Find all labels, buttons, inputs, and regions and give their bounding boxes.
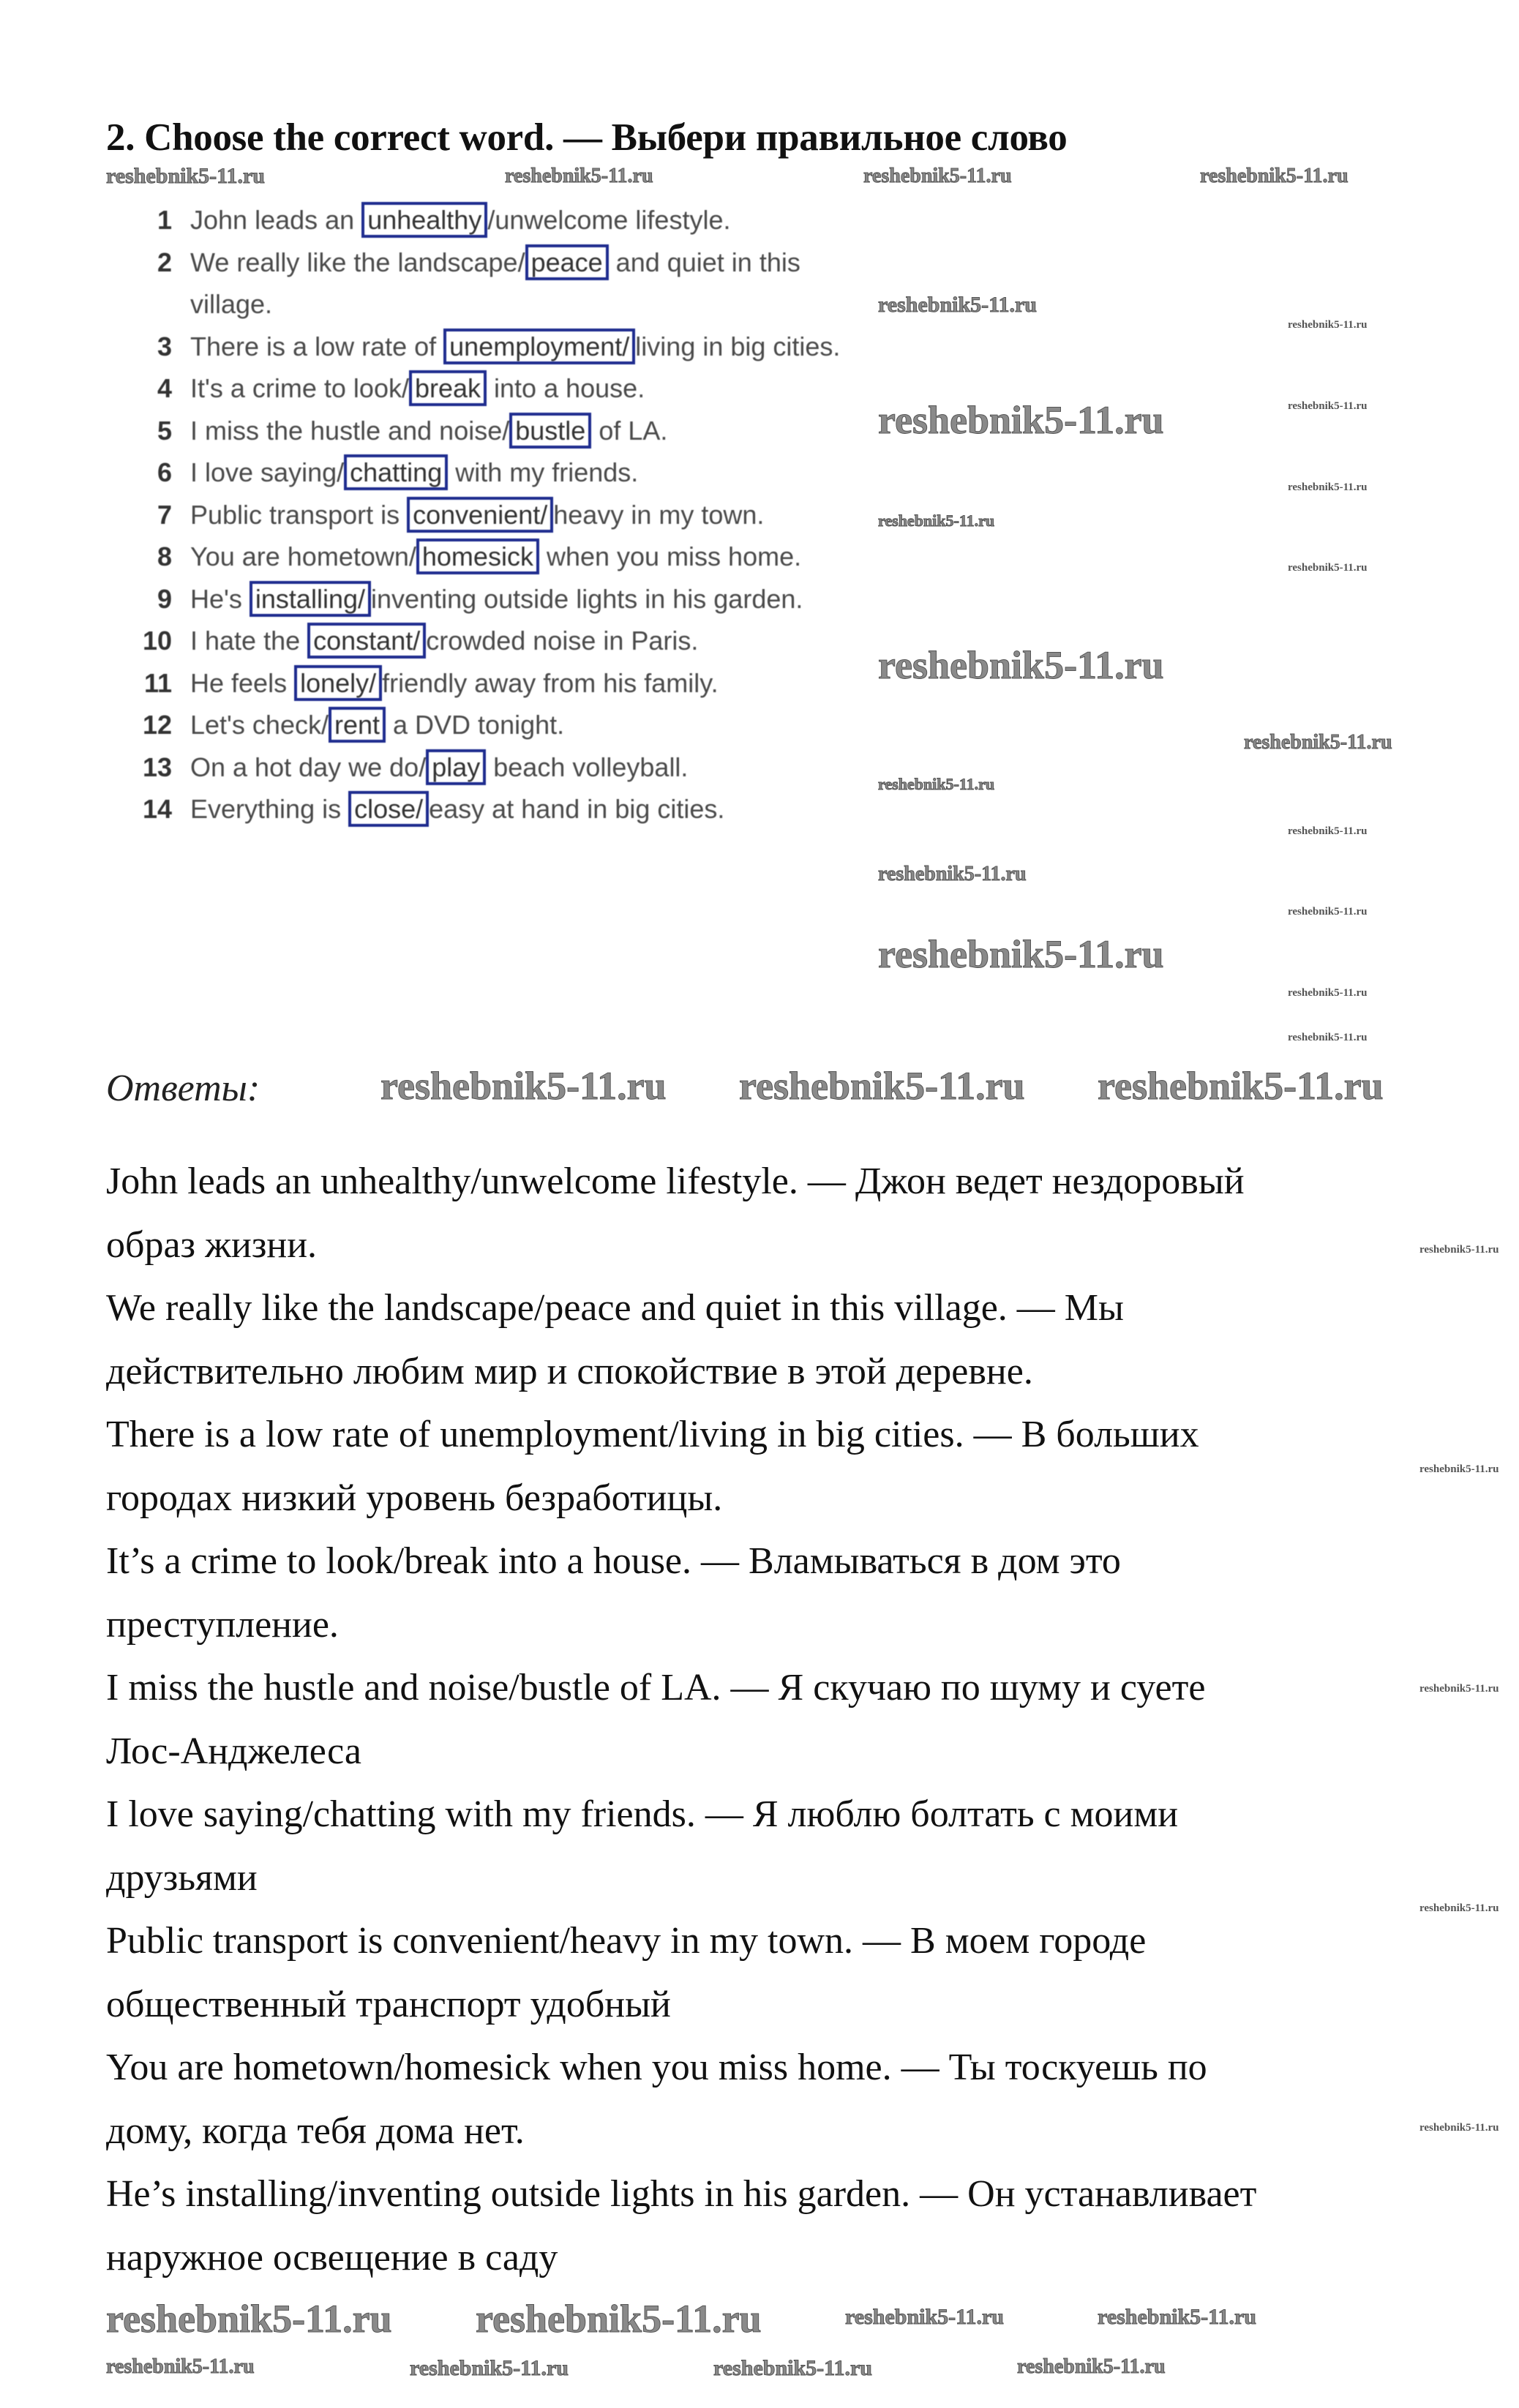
exercise-item — [117, 620, 849, 662]
watermark: reshebnik5-11.ru — [476, 2297, 762, 2341]
watermark: reshebnik5-11.ru — [878, 511, 995, 530]
exercise-title: 2. Choose the correct word. — Выбери правильное слово — [106, 116, 1068, 159]
item-after: and quiet in this village. — [190, 247, 800, 319]
item-number: 7 — [157, 499, 172, 530]
answer-item — [106, 2163, 1394, 2289]
watermark: reshebnik5-11.ru — [1288, 987, 1368, 999]
answer-line: друзьями — [106, 1856, 258, 1899]
selected-answer-box: break — [409, 370, 487, 406]
item-after: of LA. — [591, 415, 668, 446]
watermark: reshebnik5-11.ru — [713, 2356, 872, 2380]
selected-answer-box: unhealthy — [361, 202, 487, 238]
watermark: reshebnik5-11.ru — [1419, 2122, 1499, 2134]
selected-answer-box: lonely/ — [294, 665, 382, 701]
item-before: There is a low rate of — [190, 331, 444, 361]
item-number: 11 — [143, 667, 172, 698]
item-number: 3 — [157, 331, 172, 361]
watermark: reshebnik5-11.ru — [1419, 1244, 1499, 1256]
item-after: into a house. — [487, 373, 645, 403]
selected-answer-box: constant/ — [307, 623, 426, 659]
watermark: reshebnik5-11.ru — [878, 293, 1037, 317]
exercise-image — [117, 199, 849, 830]
watermark: reshebnik5-11.ru — [1288, 825, 1368, 837]
watermark: reshebnik5-11.ru — [106, 2297, 392, 2341]
item-before: We really like the landscape/ — [190, 247, 525, 277]
watermark: reshebnik5-11.ru — [878, 932, 1164, 976]
item-before: He's — [190, 583, 250, 614]
answer-line: I miss the hustle and noise/bustle of LA. — Я скучаю по шуму и суете — [106, 1667, 1206, 1709]
watermark: reshebnik5-11.ru — [1288, 1032, 1368, 1043]
selected-answer-box: homesick — [416, 539, 539, 574]
exercise-item — [117, 704, 849, 746]
exercise-item — [117, 326, 849, 368]
exercise-item — [117, 746, 849, 789]
answer-line: John leads an unhealthy/unwelcome lifestyle. — Джон ведет нездоровый — [106, 1160, 1245, 1202]
item-after: a DVD tonight. — [386, 710, 565, 740]
watermark: reshebnik5-11.ru — [1200, 165, 1349, 187]
item-text — [190, 620, 849, 662]
watermark: reshebnik5-11.ru — [410, 2356, 569, 2380]
answer-line: It’s a crime to look/break into a house. — Вламываться в дом это — [106, 1540, 1121, 1582]
watermark: reshebnik5-11.ru — [863, 165, 1012, 187]
item-after: inventing outside lights in his garden. — [371, 583, 803, 614]
answer-line: образ жизни. — [106, 1223, 318, 1266]
watermark: reshebnik5-11.ru — [845, 2305, 1004, 2329]
exercise-item — [117, 367, 849, 410]
answer-line: There is a low rate of unemployment/living in big cities. — В больших — [106, 1414, 1199, 1455]
watermark: reshebnik5-11.ru — [505, 165, 653, 187]
selected-answer-box: peace — [525, 244, 609, 280]
answer-line: действительно любим мир и спокойствие в этой деревне. — [106, 1350, 1033, 1392]
selected-answer-box: unemployment/ — [443, 329, 635, 364]
answer-line: преступление. — [106, 1603, 339, 1646]
answer-line: I love saying/chatting with my friends. — Я люблю болтать с моими — [106, 1793, 1179, 1835]
answer-item — [106, 1530, 1394, 1657]
watermark: reshebnik5-11.ru — [106, 2355, 255, 2378]
answer-item — [106, 1910, 1394, 2036]
item-after: when you miss home. — [539, 541, 802, 571]
selected-answer-box: play — [426, 749, 486, 785]
item-number: 5 — [157, 415, 172, 446]
selected-answer-box: chatting — [344, 454, 448, 490]
watermark: reshebnik5-11.ru — [1098, 2305, 1256, 2329]
selected-answer-box: rent — [329, 707, 386, 743]
watermark: reshebnik5-11.ru — [106, 164, 265, 188]
item-after: easy at hand in big cities. — [429, 794, 725, 824]
item-text — [190, 241, 849, 326]
answer-item — [106, 1277, 1394, 1403]
item-after: friendly away from his family. — [382, 667, 719, 698]
selected-answer-box: close/ — [348, 791, 429, 827]
item-before: It's a crime to look/ — [190, 373, 409, 403]
item-after: crowded noise in Paris. — [426, 626, 699, 656]
watermark: reshebnik5-11.ru — [1419, 1902, 1499, 1914]
selected-answer-box: installing/ — [250, 581, 371, 617]
answer-line: городах низкий уровень безработицы. — [106, 1477, 723, 1519]
watermark: reshebnik5-11.ru — [1288, 562, 1368, 574]
answer-item — [106, 1403, 1394, 1530]
item-number: 9 — [157, 583, 172, 614]
item-before: You are hometown/ — [190, 541, 416, 571]
item-text — [190, 536, 849, 578]
item-text — [190, 788, 849, 830]
item-before: Public transport is — [190, 499, 408, 530]
watermark: reshebnik5-11.ru — [1244, 731, 1392, 754]
exercise-item — [117, 788, 849, 830]
item-number: 4 — [157, 373, 172, 403]
answer-line: We really like the landscape/peace and quiet in this village. — Мы — [106, 1287, 1124, 1329]
item-before: He feels — [190, 667, 295, 698]
item-after: living in big cities. — [635, 331, 841, 361]
watermark: reshebnik5-11.ru — [1419, 1463, 1499, 1475]
item-text — [190, 578, 849, 620]
item-number: 2 — [157, 247, 172, 277]
answer-item — [106, 1783, 1394, 1910]
item-number: 13 — [142, 751, 172, 782]
watermark: reshebnik5-11.ru — [1288, 319, 1368, 331]
item-number: 10 — [142, 626, 172, 656]
answers-label: Ответы: — [106, 1068, 260, 1109]
item-text — [190, 494, 849, 536]
answer-line: общественный транспорт удобный — [106, 1983, 671, 2025]
exercise-item — [117, 199, 849, 241]
item-text — [190, 746, 849, 789]
item-number: 6 — [157, 457, 172, 487]
item-text — [190, 326, 849, 368]
item-text — [190, 451, 849, 494]
item-number: 14 — [142, 794, 172, 824]
answer-item — [106, 2036, 1394, 2163]
item-number: 8 — [157, 541, 172, 571]
item-after: /unwelcome lifestyle. — [487, 205, 731, 235]
item-before: John leads an — [190, 205, 362, 235]
item-text — [190, 704, 849, 746]
exercise-item — [117, 662, 849, 705]
watermark: reshebnik5-11.ru — [739, 1064, 1025, 1108]
watermark: reshebnik5-11.ru — [1017, 2355, 1166, 2378]
exercise-item — [117, 241, 849, 326]
answer-line: Public transport is convenient/heavy in my town. — В моем городе — [106, 1920, 1147, 1962]
watermark: reshebnik5-11.ru — [1098, 1064, 1384, 1108]
item-number: 1 — [157, 205, 172, 235]
item-text — [190, 199, 849, 241]
item-text — [190, 410, 849, 452]
selected-answer-box: convenient/ — [407, 497, 553, 533]
watermark: reshebnik5-11.ru — [878, 643, 1164, 687]
selected-answer-box: bustle — [509, 413, 591, 449]
item-after: heavy in my town. — [553, 499, 765, 530]
item-before: Everything is — [190, 794, 349, 824]
item-before: I hate the — [190, 626, 308, 656]
answers-list — [106, 1150, 1394, 2289]
answer-line: наружное освещение в саду — [106, 2236, 558, 2278]
item-before: I miss the hustle and noise/ — [190, 415, 510, 446]
item-text — [190, 367, 849, 410]
answer-line: дому, когда тебя дома нет. — [106, 2109, 525, 2152]
watermark: reshebnik5-11.ru — [1288, 481, 1368, 493]
item-before: On a hot day we do/ — [190, 751, 427, 782]
item-before: I love saying/ — [190, 457, 345, 487]
watermark: reshebnik5-11.ru — [1288, 906, 1368, 918]
item-after: beach volleyball. — [486, 751, 689, 782]
exercise-item — [117, 578, 849, 620]
answer-line: You are hometown/homesick when you miss home. — Ты тоскуешь по — [106, 2047, 1207, 2088]
watermark: reshebnik5-11.ru — [878, 398, 1164, 442]
answer-item — [106, 1150, 1394, 1277]
watermark: reshebnik5-11.ru — [878, 775, 995, 793]
item-after: with my friends. — [448, 457, 639, 487]
answer-item — [106, 1657, 1394, 1783]
watermark: reshebnik5-11.ru — [1288, 400, 1368, 412]
watermark: reshebnik5-11.ru — [878, 863, 1027, 885]
item-before: Let's check/ — [190, 710, 329, 740]
answer-line: Лос-Анджелеса — [106, 1730, 361, 1772]
watermark: reshebnik5-11.ru — [1419, 1683, 1499, 1695]
exercise-item — [117, 536, 849, 578]
exercise-item — [117, 410, 849, 452]
item-text — [190, 662, 849, 705]
watermark: reshebnik5-11.ru — [380, 1064, 667, 1108]
exercise-item — [117, 494, 849, 536]
item-number: 12 — [142, 710, 172, 740]
answer-line: He’s installing/inventing outside lights in his garden. — Он устанавливает — [106, 2173, 1257, 2215]
exercise-item — [117, 451, 849, 494]
